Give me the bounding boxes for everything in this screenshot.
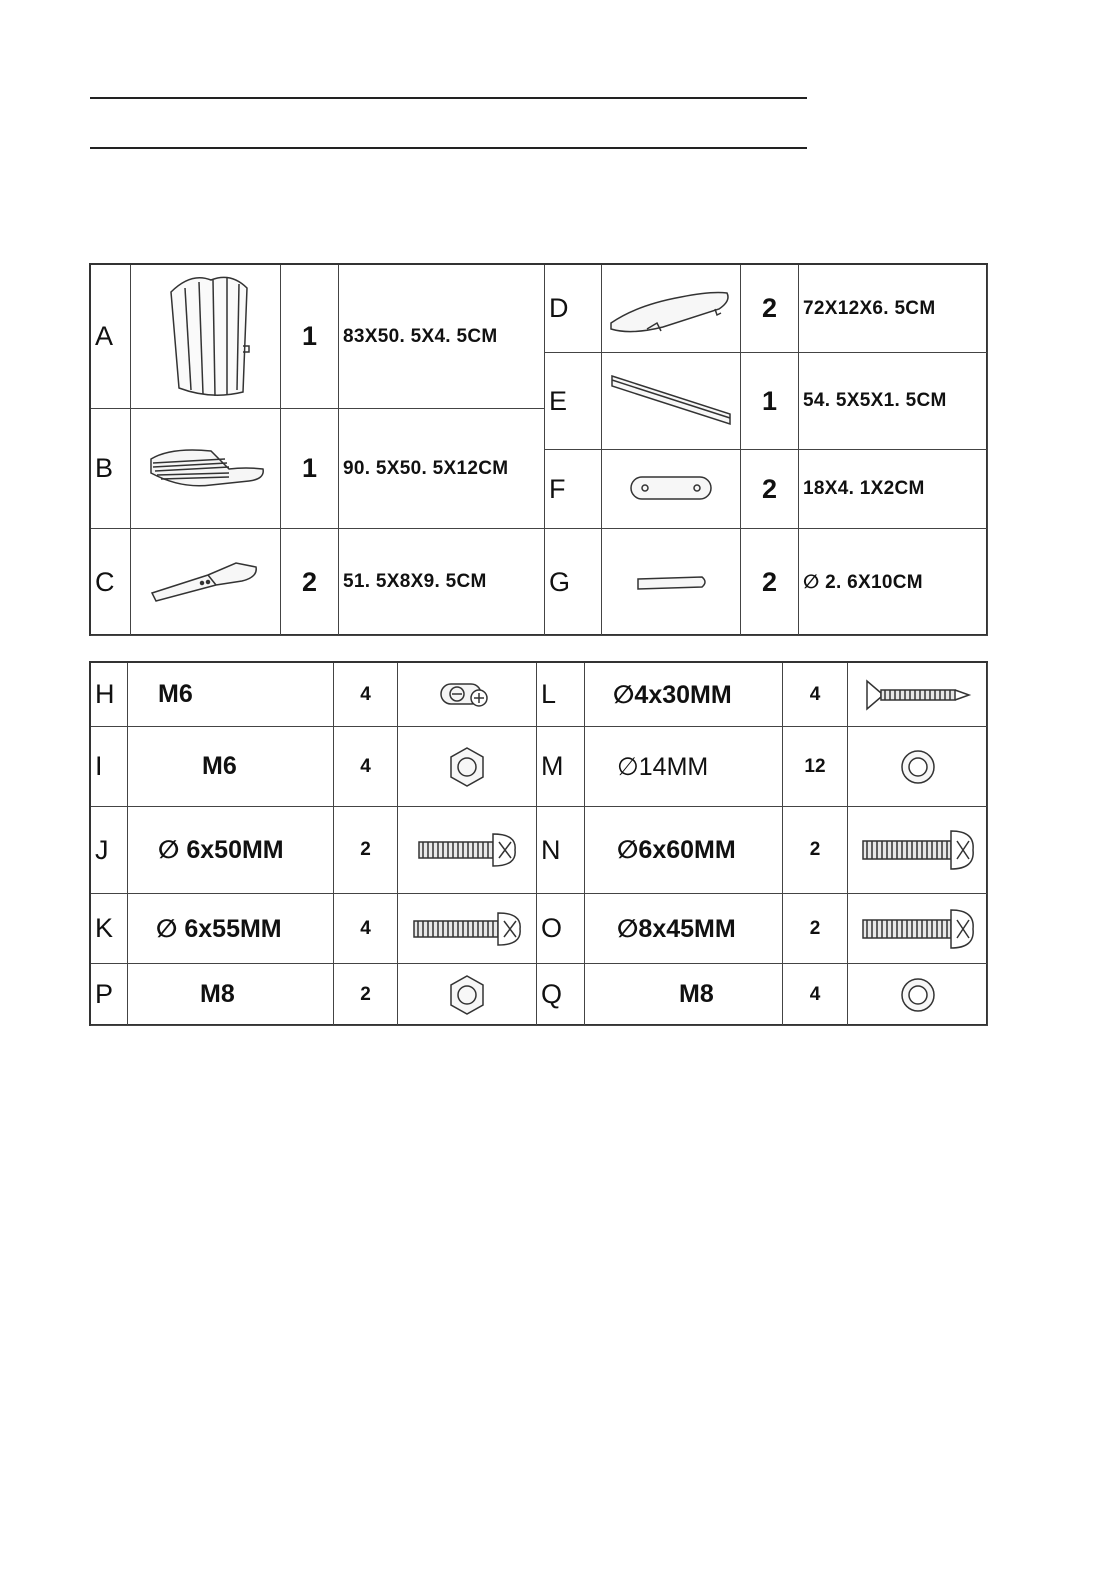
- hw-spec: ∅ 6x55MM: [128, 894, 334, 964]
- hw-spec: ∅4x30MM: [585, 663, 783, 727]
- part-letter: B: [91, 409, 131, 529]
- bolt-icon: [848, 807, 988, 894]
- barrel-nut-icon: [398, 663, 537, 727]
- hw-letter: O: [537, 894, 585, 964]
- hw-qty: 4: [783, 964, 848, 1026]
- hw-letter: M: [537, 727, 585, 807]
- hw-spec: M6: [128, 663, 334, 727]
- hw-spec: M6: [128, 727, 334, 807]
- parts-table: [89, 263, 988, 636]
- washer-icon: [848, 964, 988, 1026]
- part-qty: 2: [741, 529, 799, 636]
- hw-spec: ∅6x60MM: [585, 807, 783, 894]
- part-qty: 2: [281, 529, 339, 636]
- hw-letter: Q: [537, 964, 585, 1026]
- hw-letter: P: [91, 964, 128, 1026]
- part-qty: 2: [741, 450, 799, 529]
- part-qty: 1: [281, 265, 339, 409]
- part-size: 90. 5X50. 5X12CM: [339, 409, 545, 529]
- part-letter: E: [545, 353, 602, 450]
- hw-qty: 2: [783, 807, 848, 894]
- part-size: 72X12X6. 5CM: [799, 265, 988, 353]
- bolt-icon: [398, 894, 537, 964]
- hw-qty: 4: [334, 663, 398, 727]
- part-size: 83X50. 5X4. 5CM: [339, 265, 545, 409]
- hex-nut-icon: [398, 727, 537, 807]
- back-brace-icon: [602, 353, 741, 450]
- armrest-icon: [602, 265, 741, 353]
- hw-spec: ∅8x45MM: [585, 894, 783, 964]
- connector-plate-icon: [602, 450, 741, 529]
- hw-spec: M8: [128, 964, 334, 1026]
- seat-frame-icon: [131, 409, 281, 529]
- part-size: ∅ 2. 6X10CM: [799, 529, 988, 636]
- part-letter: A: [91, 265, 131, 409]
- part-size: 18X4. 1X2CM: [799, 450, 988, 529]
- hw-spec: M8: [585, 964, 783, 1026]
- hw-spec: ∅ 6x50MM: [128, 807, 334, 894]
- hw-letter: K: [91, 894, 128, 964]
- hw-letter: N: [537, 807, 585, 894]
- chair-back-icon: [131, 265, 281, 409]
- bolt-icon: [398, 807, 537, 894]
- hw-qty: 4: [334, 727, 398, 807]
- hardware-table: [89, 661, 988, 1026]
- part-letter: C: [91, 529, 131, 636]
- header-rule-top: [90, 97, 807, 99]
- hw-qty: 4: [334, 894, 398, 964]
- front-leg-icon: [131, 529, 281, 636]
- part-qty: 2: [741, 265, 799, 353]
- hw-letter: H: [91, 663, 128, 727]
- hw-letter: J: [91, 807, 128, 894]
- part-qty: 1: [281, 409, 339, 529]
- hw-spec: ∅14MM: [585, 727, 783, 807]
- part-size: 51. 5X8X9. 5CM: [339, 529, 545, 636]
- part-letter: G: [545, 529, 602, 636]
- part-size: 54. 5X5X1. 5CM: [799, 353, 988, 450]
- hw-qty: 4: [783, 663, 848, 727]
- part-letter: D: [545, 265, 602, 353]
- bolt-icon: [848, 894, 988, 964]
- dowel-icon: [602, 529, 741, 636]
- hw-qty: 12: [783, 727, 848, 807]
- hex-nut-icon: [398, 964, 537, 1026]
- hw-qty: 2: [334, 964, 398, 1026]
- hw-letter: I: [91, 727, 128, 807]
- header-rule-bottom: [90, 147, 807, 149]
- hw-qty: 2: [334, 807, 398, 894]
- washer-icon: [848, 727, 988, 807]
- wood-screw-icon: [848, 663, 988, 727]
- hw-qty: 2: [783, 894, 848, 964]
- part-letter: F: [545, 450, 602, 529]
- part-qty: 1: [741, 353, 799, 450]
- hw-letter: L: [537, 663, 585, 727]
